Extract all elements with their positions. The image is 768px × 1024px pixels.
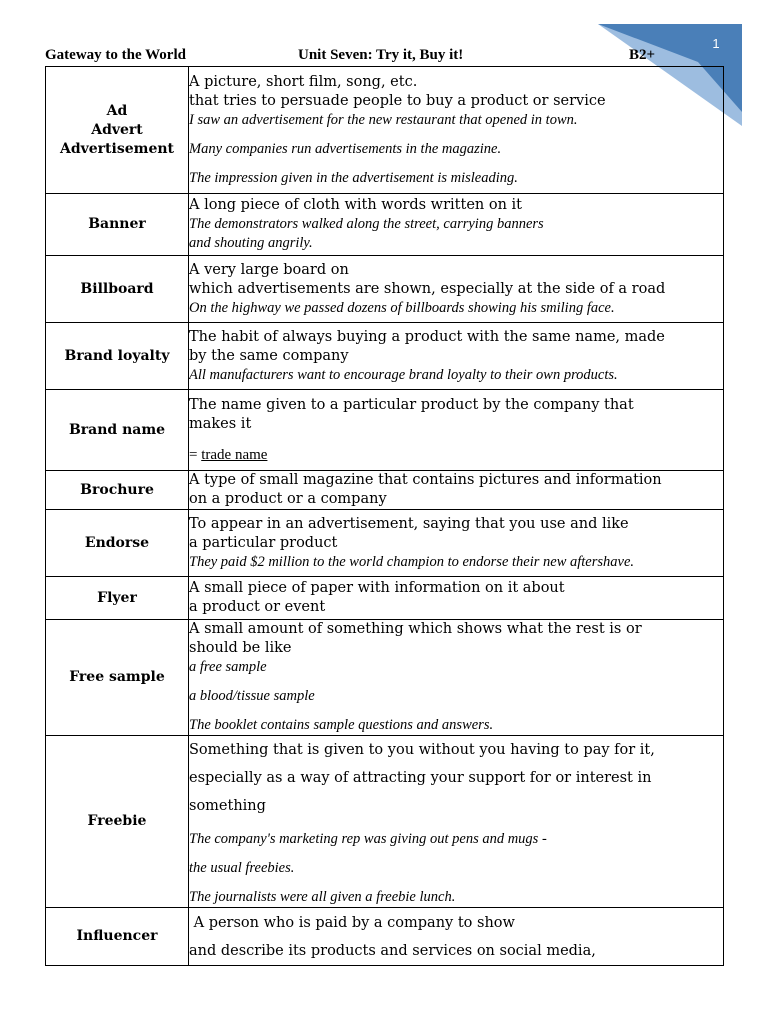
definition-cell [189,577,724,620]
table-row [46,390,724,471]
term-cell [46,908,189,966]
term-line: Ad [106,102,128,119]
term-line: Billboard [80,280,154,297]
term-cell [46,577,189,620]
definition-cell [189,256,724,323]
definition-line: The name given to a particular product by the company that [189,396,634,413]
term-cell [46,736,189,908]
definition-cell [189,471,724,510]
table-row [46,194,724,256]
definition-line: a particular product [189,534,338,551]
term-cell [46,194,189,256]
table-row [46,323,724,390]
synonym-text: trade name [201,446,268,463]
example-sentence: The impression given in the advertisement is misleading. [189,169,518,186]
header-level: B2+ [629,47,656,63]
term-cell [46,510,189,577]
definition-line: A long piece of cloth with words written on it [189,197,522,213]
definition-cell [189,390,724,471]
term-line: Influencer [76,928,158,944]
term-cell [46,390,189,471]
table-row [46,577,724,620]
example-sentence: the usual freebies. [189,860,295,876]
term-line: Brand loyalty [64,347,170,364]
page-header [45,47,665,67]
example-sentence: They paid $2 million to the world champion to endorse their new aftershave. [189,553,635,570]
synonym-prefix: = [189,446,202,463]
term-line: Brand name [68,421,166,438]
term-line: Free sample [69,669,165,685]
table-row [46,620,724,736]
definition-line: on a product or a company [189,491,387,507]
term-cell [46,471,189,510]
example-sentence: I saw an advertisement for the new restaurant that opened in town. [189,111,578,128]
definition-cell [189,67,724,194]
example-sentence: The booklet contains sample questions and answers. [189,717,494,733]
term-line: Flyer [97,589,137,606]
definition-cell [189,908,724,966]
definition-line: which advertisements are shown, especially at the side of a road [189,280,666,297]
synonym-note [189,446,723,465]
definition-cell [189,736,724,908]
page-number: 1 [712,36,720,51]
term-cell [46,620,189,736]
definition-line: especially as a way of attracting your support for or interest in [189,770,652,786]
example-sentence: a free sample [189,659,267,675]
table-row [46,256,724,323]
example-sentence: On the highway we passed dozens of billboards showing his smiling face. [189,299,615,316]
example-sentence: a blood/tissue sample [189,688,315,704]
term-line: Advertisement [59,140,174,157]
definition-cell [189,323,724,390]
definition-line: A person who is paid by a company to show [189,914,515,931]
example-sentence: All manufacturers want to encourage brand loyalty to their own products. [189,366,618,383]
table-row [46,471,724,510]
definition-cell [189,510,724,577]
example-sentence: The demonstrators walked along the street, carrying banners [189,216,544,232]
table-row [46,67,724,194]
definition-line: A small piece of paper with information on it about [189,580,565,596]
definition-line: Something that is given to you without you having to pay for it, [189,742,655,758]
table-row [46,736,724,908]
term-line: Banner [88,216,146,232]
definition-line: A type of small magazine that contains pictures and information [189,472,662,488]
term-cell [46,323,189,390]
definition-line: by the same company [189,347,349,364]
term-cell [46,256,189,323]
definition-line: something [189,798,266,814]
definition-line: A picture, short film, song, etc. [189,73,418,90]
definition-line: that tries to persuade people to buy a product or service [189,92,606,109]
term-line: Endorse [84,534,150,551]
definition-line: The habit of always buying a product with the same name, made [189,328,665,345]
example-sentence: and shouting angrily. [189,235,313,251]
definition-line: A very large board on [189,261,349,278]
definition-cell [189,620,724,736]
example-sentence: Many companies run advertisements in the magazine. [189,140,502,157]
term-line: Advert [91,121,143,138]
header-unit-title: Unit Seven: Try it, Buy it! [298,47,464,63]
table-row [46,510,724,577]
term-cell [46,67,189,194]
header-course-title: Gateway to the World [45,47,186,63]
example-sentence: The journalists were all given a freebie lunch. [189,889,456,905]
definition-line: To appear in an advertisement, saying that you use and like [189,515,629,532]
table-row [46,908,724,966]
definition-line: should be like [189,640,292,656]
vocabulary-table [45,66,724,966]
definition-line: A small amount of something which shows what the rest is or [189,621,642,637]
definition-line: makes it [189,415,252,432]
definition-line: and describe its products and services on social media, [189,942,596,959]
definition-cell [189,194,724,256]
term-line: Brochure [80,481,154,498]
definition-line: a product or event [189,599,326,615]
term-line: Freebie [87,813,147,829]
example-sentence: The company's marketing rep was giving out pens and mugs - [189,831,547,847]
